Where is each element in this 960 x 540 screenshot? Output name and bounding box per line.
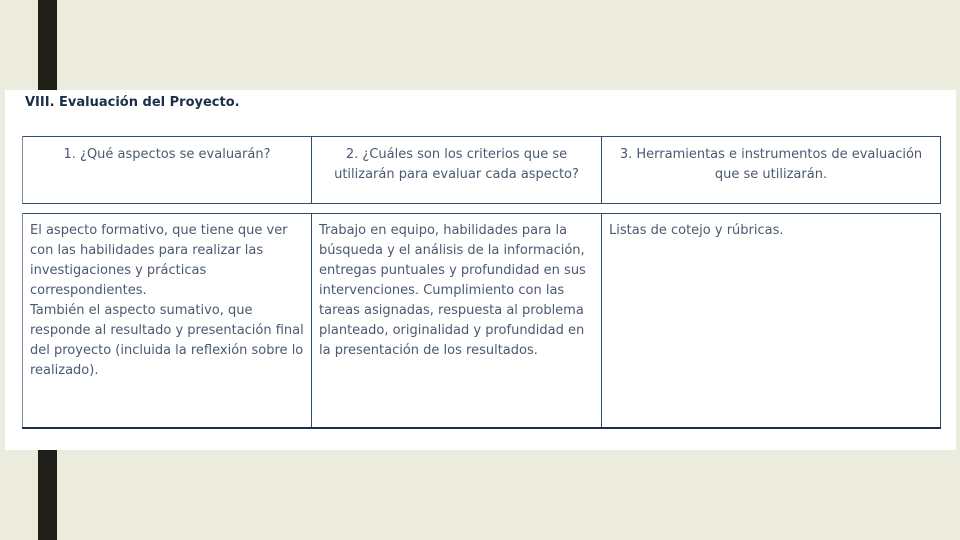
evaluation-body-table [22, 213, 941, 429]
cell-aspects [23, 214, 312, 429]
header-cell-criteria: 2. ¿Cuáles son los criterios que se utilizarán para evaluar cada aspecto? [312, 137, 602, 204]
section-title: VIII. Evaluación del Proyecto. [25, 95, 240, 110]
cell-tools: Listas de cotejo y rúbricas. [602, 214, 941, 429]
header-cell-aspects: 1. ¿Qué aspectos se evaluarán? [23, 137, 312, 204]
header-cell-tools: 3. Herramientas e instrumentos de evaluación que se utilizarán. [602, 137, 941, 204]
evaluation-header-table [22, 136, 941, 204]
body-row [23, 214, 941, 429]
header-row [23, 137, 941, 204]
cell-criteria: Trabajo en equipo, habilidades para la búsqueda y el análisis de la información, entregas puntuales y profundidad en sus intervenciones. Cumplimiento con las tareas asignadas, respuesta al problema planteado, originalidad y profundidad en la presentación de los resultados. [312, 214, 602, 429]
aspect-formative-text: El aspecto formativo, que tiene que ver con las habilidades para realizar las investigaciones y prácticas correspondientes. [30, 223, 288, 298]
aspect-summative-text: También el aspecto sumativo, que responde al resultado y presentación final del proyecto (incluida la reflexión sobre lo realizado). [30, 303, 304, 378]
